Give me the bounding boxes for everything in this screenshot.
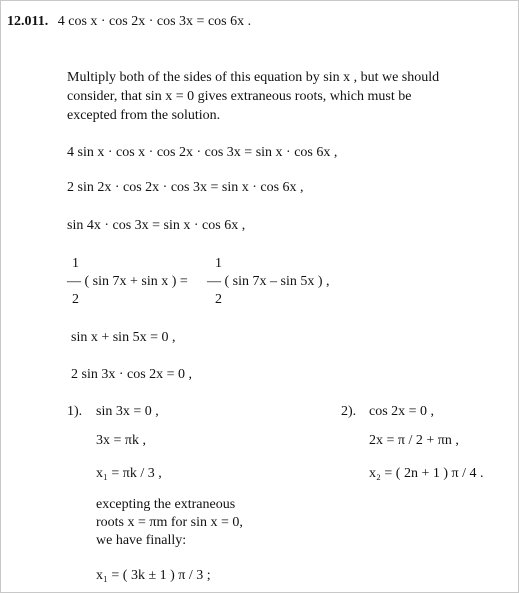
case1-final: x₁ = ( 3k ± 1 ) π / 3 ; bbox=[96, 568, 211, 583]
case1-equation: sin 3x = 0 , bbox=[96, 404, 159, 419]
fraction-numerator-left: 1 bbox=[72, 256, 79, 271]
fraction-denominator-left: 2 bbox=[72, 292, 79, 307]
problem-equation: 4 cos x · cos 2x · cos 3x = cos 6x . bbox=[57, 14, 252, 29]
problem-number: 12.011. bbox=[7, 14, 49, 29]
fraction-denominator-right: 2 bbox=[215, 292, 222, 307]
step-3: sin 4x · cos 3x = sin x · cos 6x , bbox=[67, 218, 246, 233]
step-2: 2 sin 2x · cos 2x · cos 3x = sin x · cos 6x , bbox=[67, 180, 304, 195]
step-4: sin x + sin 5x = 0 , bbox=[71, 330, 176, 345]
fraction-line-left: –– ( sin 7x + sin x ) = bbox=[67, 274, 188, 289]
intro-text: Multiply both of the sides of this equation by sin x , but we should consider, that sin x = 0 gives extraneous roots, which must be excepted from the solution. bbox=[67, 70, 440, 123]
case1-solution-1: 3x = πk , bbox=[96, 433, 146, 448]
case2-equation: cos 2x = 0 , bbox=[369, 404, 435, 419]
problem-header bbox=[7, 13, 251, 31]
step-1: 4 sin x · cos x · cos 2x · cos 3x = sin x · cos 6x , bbox=[67, 145, 338, 160]
case2-solution-1: 2x = π / 2 + πn , bbox=[369, 433, 459, 448]
case1-solution-2: x₁ = πk / 3 , bbox=[96, 466, 162, 481]
case1-label: 1). bbox=[67, 404, 83, 419]
case2-label: 2). bbox=[341, 404, 357, 419]
case1-note: excepting the extraneous roots x = πm for sin x = 0, we have finally: bbox=[96, 497, 243, 548]
fraction-line-right: –– ( sin 7x – sin 5x ) , bbox=[207, 274, 330, 289]
case2-solution-2: x₂ = ( 2n + 1 ) π / 4 . bbox=[369, 466, 484, 481]
step-5: 2 sin 3x · cos 2x = 0 , bbox=[71, 367, 193, 382]
fraction-numerator-right: 1 bbox=[215, 256, 222, 271]
